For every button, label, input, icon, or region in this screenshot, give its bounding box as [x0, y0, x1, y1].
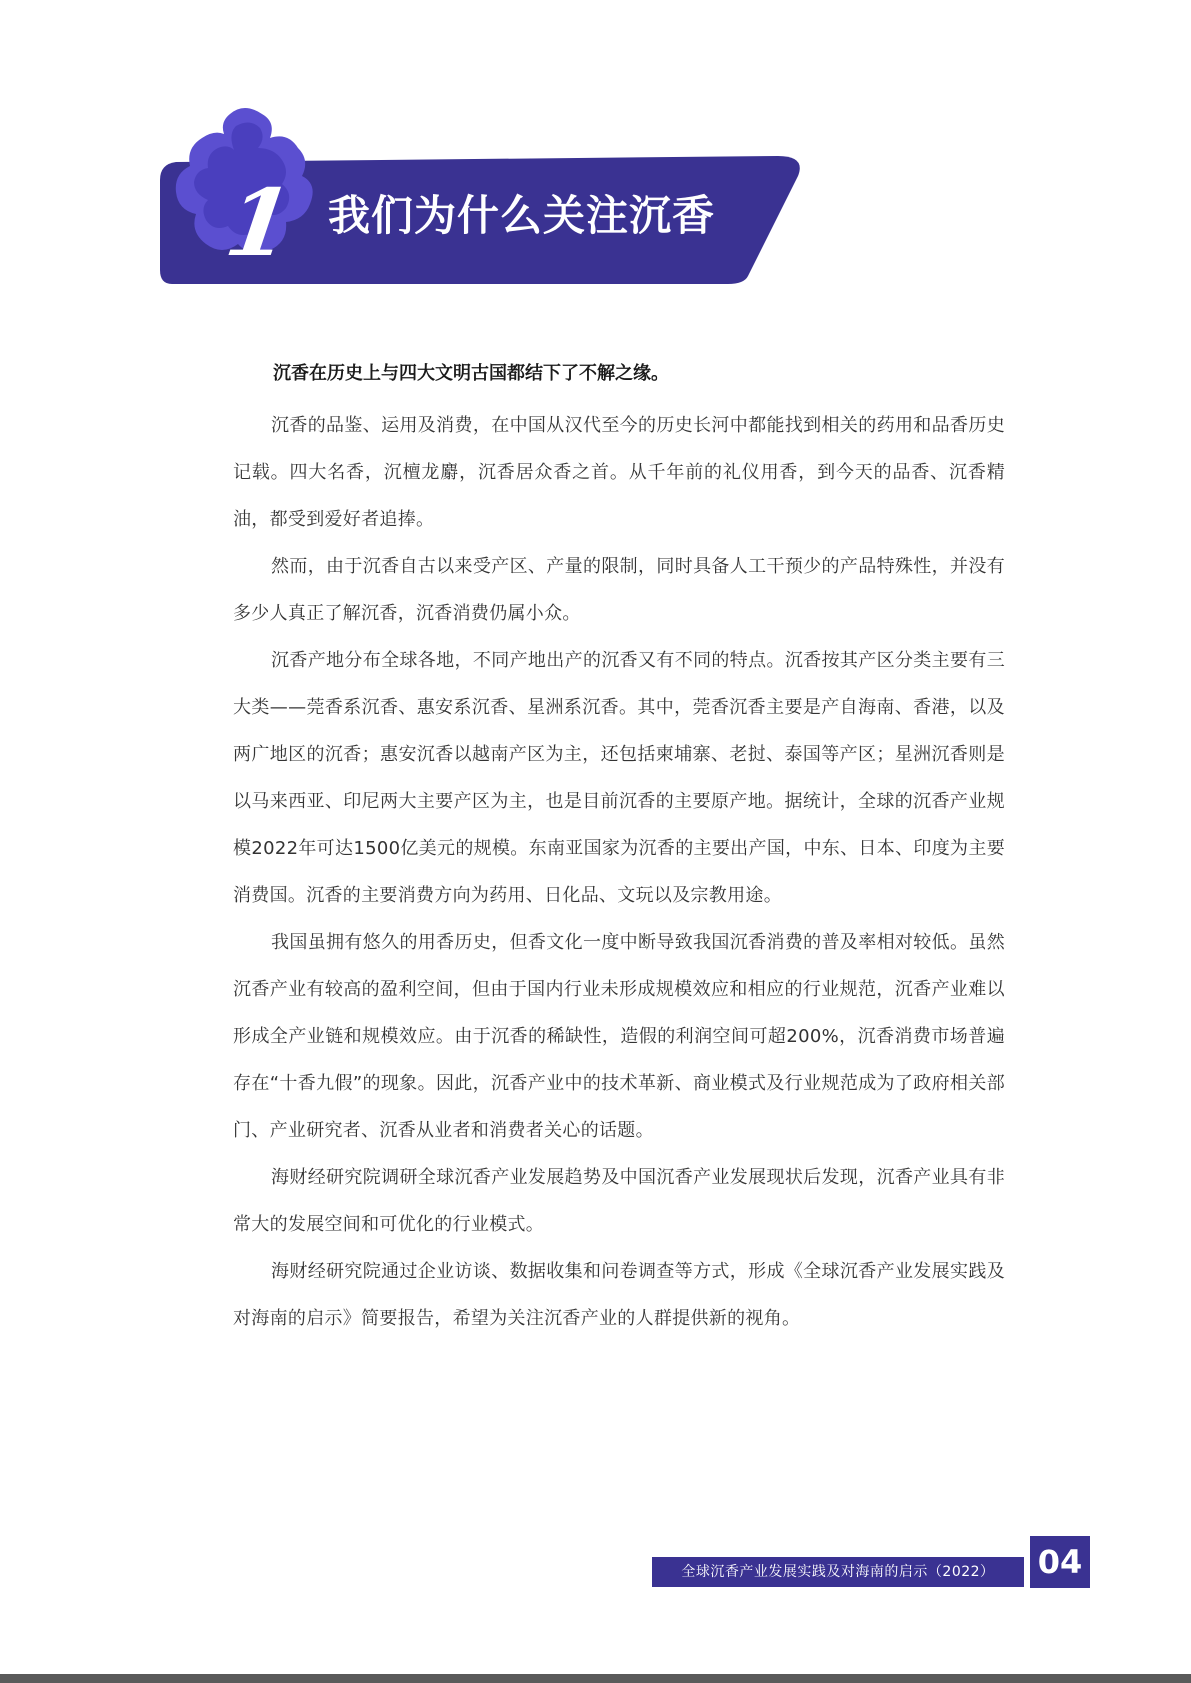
page-number: 04 [1030, 1536, 1090, 1588]
footer-report-title: 全球沉香产业发展实践及对海南的启示（2022） [652, 1557, 1024, 1587]
section-number: 1 [219, 169, 299, 277]
section-header-banner [158, 104, 808, 284]
section-title: 我们为什么关注沉香 [328, 191, 716, 240]
paragraph: 沉香产地分布全球各地，不同产地出产的沉香又有不同的特点。沉香按其产区分类主要有三大类——莞香系沉香、惠安系沉香、星洲系沉香。其中，莞香沉香主要是产自海南、香港，以及两广地区的沉香；惠安沉香以越南产区为主，还包括柬埔寨、老挝、泰国等产区；星洲沉香则是以马来西亚、印尼两大主要产区为主，也是目前沉香的主要原产地。据统计，全球的沉香产业规模2022年可达1500亿美元的规模。东南亚国家为沉香的主要出产国，中东、日本、印度为主要消费国。沉香的主要消费方向为药用、日化品、文玩以及宗教用途。 [233, 650, 1005, 906]
paragraph: 海财经研究院通过企业访谈、数据收集和问卷调查等方式，形成《全球沉香产业发展实践及对海南的启示》简要报告，希望为关注沉香产业的人群提供新的视角。 [233, 1261, 1005, 1329]
bottom-bar [0, 1674, 1191, 1683]
paragraph: 我国虽拥有悠久的用香历史，但香文化一度中断导致我国沉香消费的普及率相对较低。虽然沉香产业有较高的盈利空间，但由于国内行业未形成规模效应和相应的行业规范，沉香产业难以形成全产业链和规模效应。由于沉香的稀缺性，造假的利润空间可超200%，沉香消费市场普遍存在“十香九假”的现象。因此，沉香产业中的技术革新、商业模式及行业规范成为了政府相关部门、产业研究者、沉香从业者和消费者关心的话题。 [233, 932, 1005, 1141]
lead-sentence: 沉香在历史上与四大文明古国都结下了不解之缘。 [273, 363, 669, 384]
paragraph: 然而，由于沉香自古以来受产区、产量的限制，同时具备人工干预少的产品特殊性，并没有多少人真正了解沉香，沉香消费仍属小众。 [233, 556, 1005, 624]
paragraph: 海财经研究院调研全球沉香产业发展趋势及中国沉香产业发展现状后发现，沉香产业具有非常大的发展空间和可优化的行业模式。 [233, 1167, 1005, 1235]
body-content [233, 358, 1005, 1342]
paragraph: 沉香的品鉴、运用及消费，在中国从汉代至今的历史长河中都能找到相关的药用和品香历史记载。四大名香，沉檀龙麝，沉香居众香之首。从千年前的礼仪用香，到今天的品香、沉香精油，都受到爱好者追捧。 [233, 415, 1005, 530]
